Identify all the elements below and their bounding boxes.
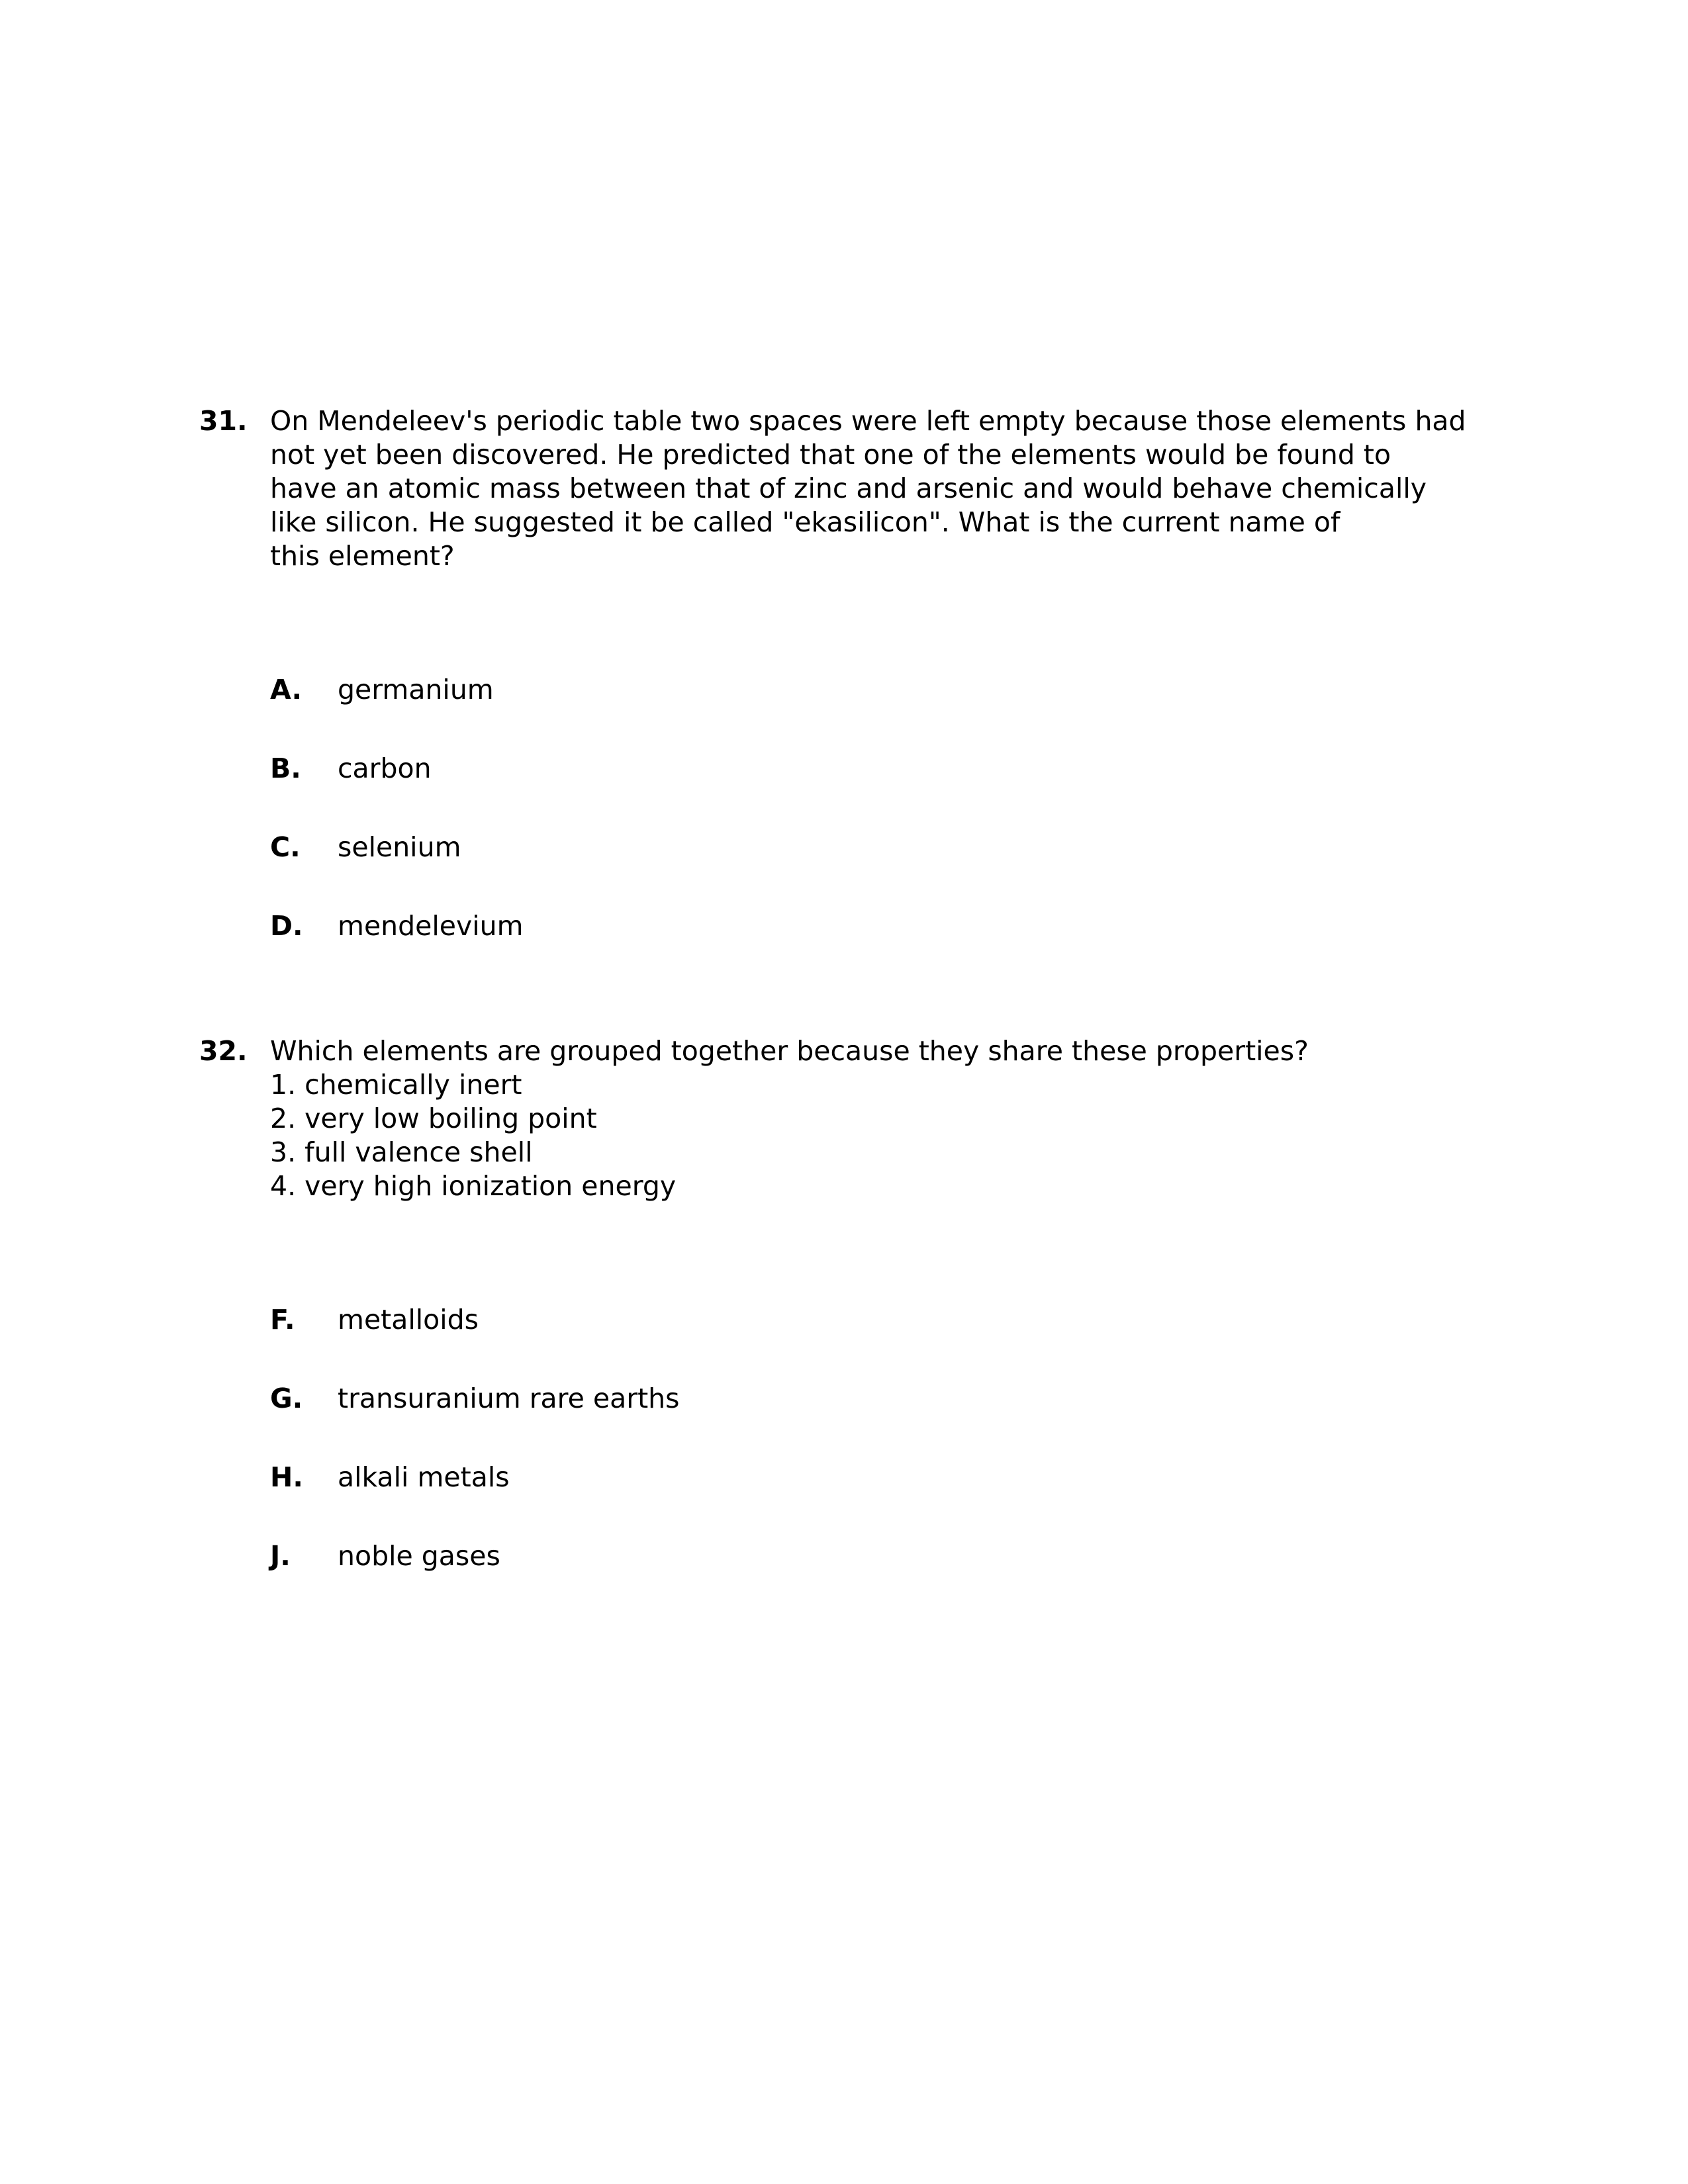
option-text: selenium (338, 831, 461, 863)
option-letter: J. (270, 1540, 291, 1572)
answer-options-32 (270, 1303, 1536, 1573)
property-list-item: 2. very low boiling point (270, 1103, 597, 1134)
option-text: germanium (338, 674, 494, 705)
question-text-line: not yet been discovered. He predicted that one of the elements would be found to (270, 439, 1391, 471)
question-text-line: Which elements are grouped together because they share these properties? (270, 1035, 1309, 1067)
question-text (270, 404, 1536, 573)
question-32-row (199, 1034, 1536, 1203)
option-d (270, 909, 1536, 943)
option-letter: F. (270, 1304, 295, 1336)
question-text-line: On Mendeleev's periodic table two spaces were left empty because those elements had (270, 405, 1466, 437)
answer-options-31 (270, 673, 1536, 943)
option-text: carbon (338, 752, 432, 784)
option-g (270, 1382, 1536, 1416)
option-f (270, 1303, 1536, 1337)
question-32 (199, 1034, 1536, 1573)
question-text-line: like silicon. He suggested it be called "ekasilicon". What is the current name of (270, 506, 1340, 538)
option-j (270, 1539, 1536, 1573)
option-c (270, 831, 1536, 864)
question-text (270, 1034, 1536, 1203)
question-31 (199, 404, 1536, 943)
option-text: metalloids (338, 1304, 479, 1336)
property-list-item: 3. full valence shell (270, 1136, 533, 1168)
question-text-line: this element? (270, 540, 455, 572)
option-text: alkali metals (338, 1461, 510, 1493)
option-a (270, 673, 1536, 707)
option-letter: C. (270, 831, 301, 863)
option-text: mendelevium (338, 910, 524, 942)
question-text-line: have an atomic mass between that of zinc and arsenic and would behave chemically (270, 473, 1427, 504)
option-letter: G. (270, 1383, 303, 1414)
question-31-row (199, 404, 1536, 573)
property-list-item: 4. very high ionization energy (270, 1170, 677, 1202)
property-list-item: 1. chemically inert (270, 1069, 522, 1101)
question-number: 31. (199, 405, 248, 437)
option-b (270, 752, 1536, 786)
question-number: 32. (199, 1035, 248, 1067)
option-letter: H. (270, 1461, 303, 1493)
option-text: noble gases (338, 1540, 500, 1572)
option-letter: B. (270, 752, 301, 784)
option-letter: D. (270, 910, 303, 942)
option-h (270, 1461, 1536, 1494)
option-letter: A. (270, 674, 303, 705)
option-text: transuranium rare earths (338, 1383, 680, 1414)
